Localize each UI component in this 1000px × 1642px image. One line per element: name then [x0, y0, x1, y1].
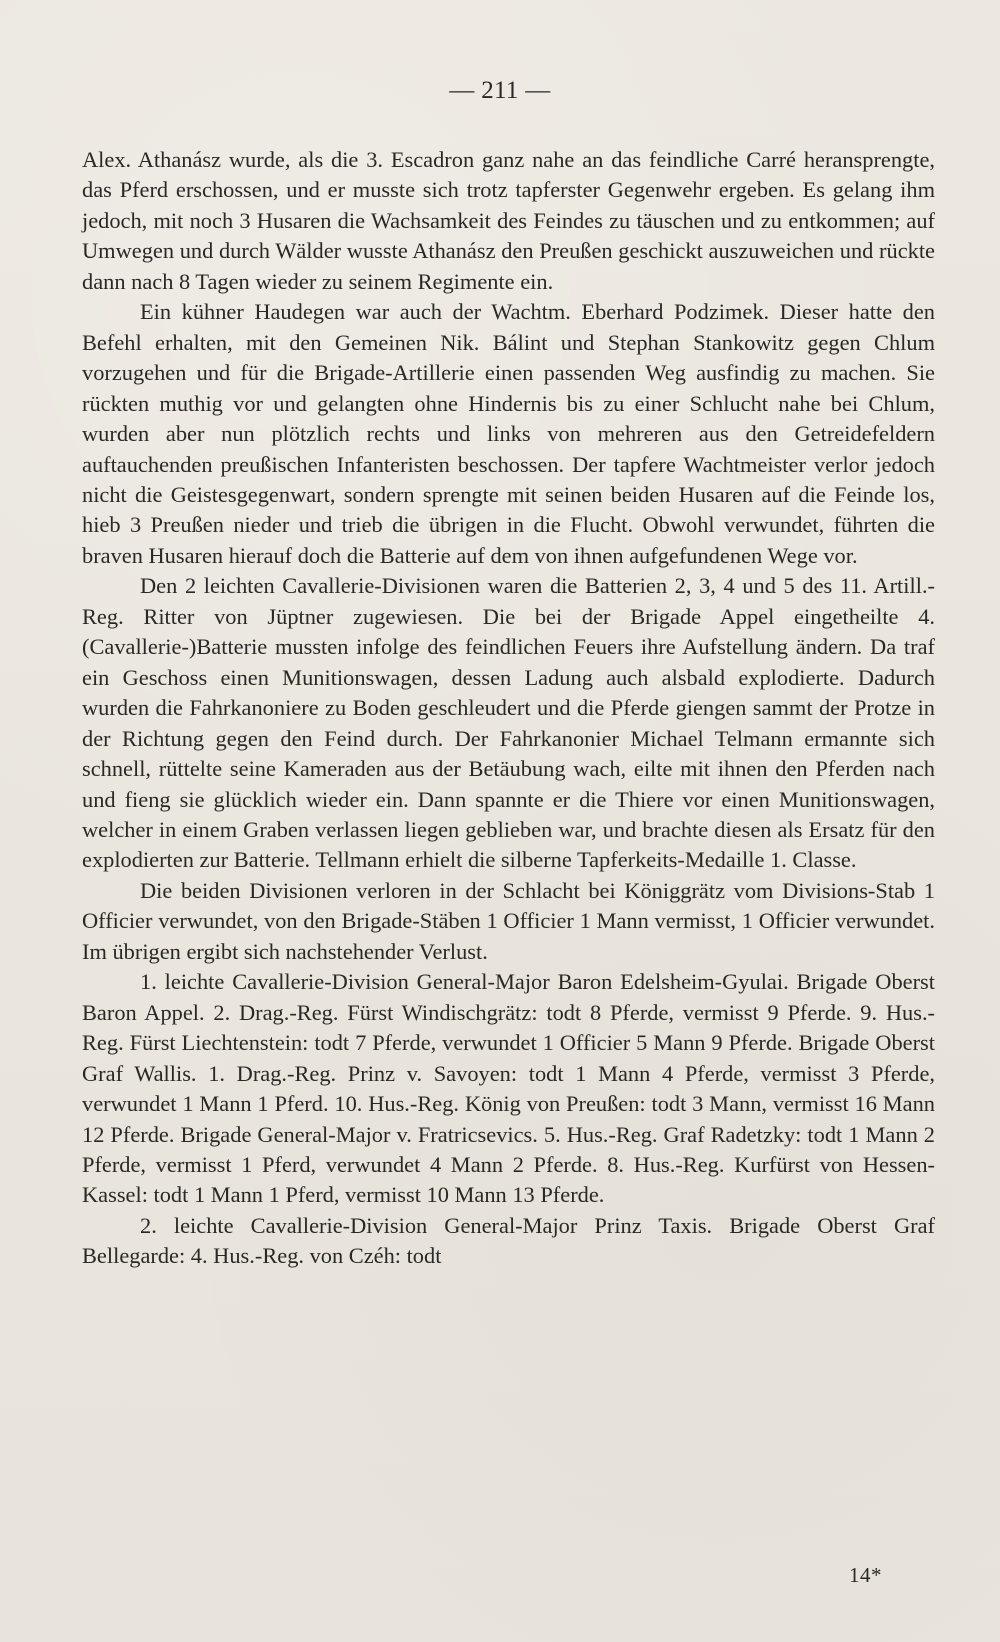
signature-mark: 14*: [849, 1563, 882, 1587]
paragraph-division-2: 2. leichte Cavallerie-Division General-Major Prinz Taxis. Brigade Oberst Graf Bellegarde: 4. Hus.-Reg. von Czéh: todt: [82, 1212, 935, 1269]
paragraph-podzimek: Ein kühner Haudegen war auch der Wachtm. Eberhard Podzimek. Dieser hatte den Befehl erhalten, mit den Gemeinen Nik. Bálint und Stephan Stankowitz gegen Chlum vorzugehen und für die Brigade-Artillerie einen passenden Weg ausfindig zu machen. Sie rückten muthig vor und gelangten ohne Hindernis bis zu einer Schlucht nahe bei Chlum, wurden aber nun plötzlich rechts und links von mehreren aus den Getreidefeldern auftauchenden preußischen Infanteristen beschossen. Der tapfere Wachtmeister verlor jedoch nicht die Geistesgegenwart, sondern sprengte mit seinen beiden Husaren auf die Feinde los, hieb 3 Preußen nieder und trieb die übrigen in die Flucht. Obwohl verwundet, führten die braven Husaren hierauf doch die Batterie auf dem von ihnen aufgefundenen Wege vor.: [82, 299, 935, 568]
body-text: [82, 145, 935, 1272]
page-number: — 211 —: [449, 77, 551, 104]
paragraph-division-1: 1. leichte Cavallerie-Division General-Major Baron Edelsheim-Gyulai. Brigade Oberst Baron Appel. 2. Drag.-Reg. Fürst Windischgrätz: todt 8 Pferde, vermisst 9 Pferde. 9. Hus.-Reg. Fürst Liechtenstein: todt 7 Pferde, verwundet 1 Officier 5 Mann 9 Pferde. Brigade Oberst Graf Wallis. 1. Drag.-Reg. Prinz v. Savoyen: todt 1 Mann 4 Pferde, vermisst 3 Pferde, verwundet 1 Mann 1 Pferd. 10. Hus.-Reg. König von Preußen: todt 3 Mann, vermisst 16 Mann 12 Pferde. Brigade General-Major v. Fratricsevics. 5. Hus.-Reg. Graf Radetzky: todt 1 Mann 2 Pferde, vermisst 1 Pferd, verwundet 4 Mann 2 Pferde. 8. Hus.-Reg. Kurfürst von Hessen-Kassel: todt 1 Mann 1 Pferd, vermisst 10 Mann 13 Pferde.: [82, 969, 935, 1208]
paragraph-athanasz: Alex. Athanász wurde, als die 3. Escadron ganz nahe an das feindliche Carré heransprengte, das Pferd erschossen, und er musste sich trotz tapferster Gegenwehr ergeben. Es gelang ihm jedoch, mit noch 3 Husaren die Wachsamkeit des Feindes zu täuschen und zu entkommen; auf Umwegen und durch Wälder wusste Athanász den Preußen geschickt auszuweichen und rückte dann nach 8 Tagen wieder zu seinem Regimente ein.: [82, 147, 935, 294]
paragraph-batteries: Den 2 leichten Cavallerie-Divisionen waren die Batterien 2, 3, 4 und 5 des 11. Artill.-Reg. Ritter von Jüptner zugewiesen. Die bei der Brigade Appel eingetheilte 4. (Cavallerie-)Batterie mussten infolge des feindlichen Feuers ihre Aufstellung ändern. Da traf ein Geschoss einen Munitionswagen, dessen Ladung auch alsbald explodierte. Dadurch wurden die Fahrkanoniere zu Boden geschleudert und die Pferde giengen sammt der Protze in der Richtung gegen den Feind durch. Der Fahrkanonier Michael Telmann ermannte sich schnell, rüttelte seine Kameraden aus der Betäubung wach, eilte mit ihnen den Pferden nach und fieng sie glücklich wieder ein. Dann spannte er die Thiere vor einen Munitionswagen, welcher in einem Graben verlassen liegen geblieben war, und brachte diesen als Ersatz für den explodierten zur Batterie. Tellmann erhielt die silberne Tapferkeits-Medaille 1. Classe.: [82, 573, 935, 873]
paragraph-losses-intro: Die beiden Divisionen verloren in der Schlacht bei Königgrätz vom Divisions-Stab 1 Officier verwundet, von den Brigade-Stäben 1 Officier 1 Mann vermisst, 1 Officier verwundet. Im übrigen ergibt sich nachstehender Verlust.: [82, 877, 935, 964]
